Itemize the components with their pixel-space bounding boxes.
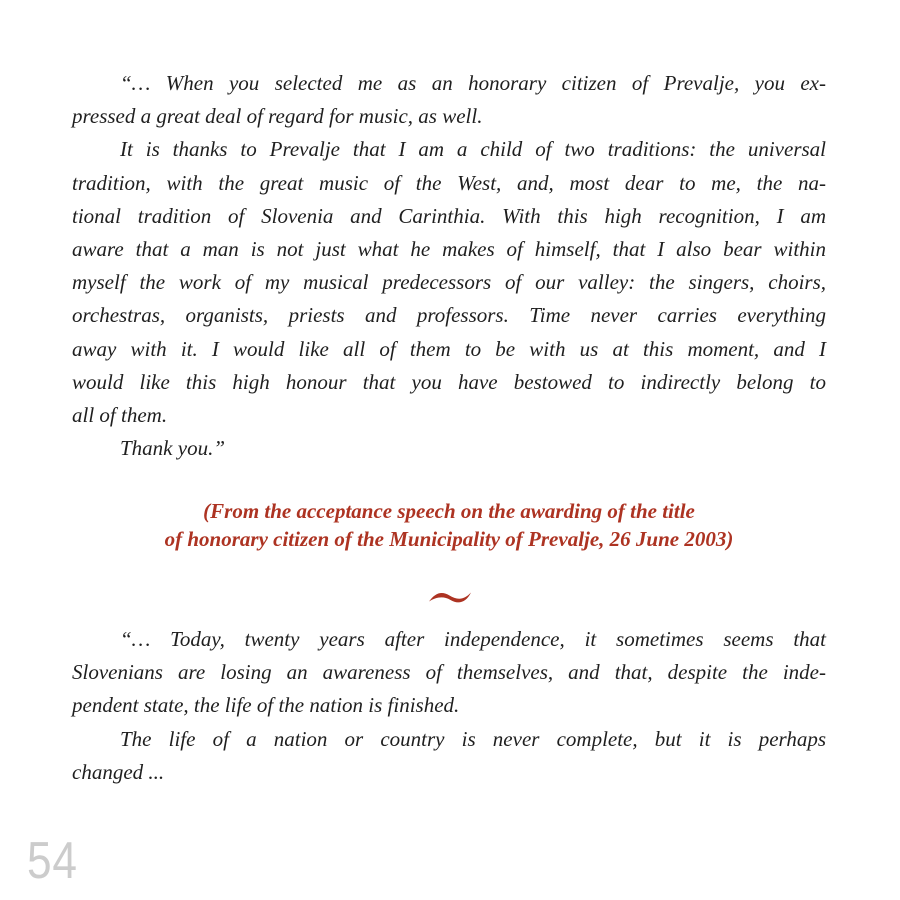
text-line: would like this high honour that you have bestowed to indirectly belong to xyxy=(72,369,826,394)
text-line: aware that a man is not just what he makes of himself, that I also bear within xyxy=(72,237,826,262)
text-line: myself the work of my musical predecessors of our valley: the singers, choirs, xyxy=(72,270,826,295)
text-line: pressed a great deal of regard for music, as well. xyxy=(72,104,483,129)
attribution-caption xyxy=(72,498,826,553)
text-line: changed ... xyxy=(72,759,165,784)
section-separator xyxy=(0,589,900,611)
attribution-line: (From the acceptance speech on the awarding of the title xyxy=(203,499,695,523)
text-line: “… Today, twenty years after independence, it sometimes seems that xyxy=(120,627,826,651)
text-line: Slovenians are losing an awareness of themselves, and that, despite the inde- xyxy=(72,660,826,685)
text-line: The life of a nation or country is never complete, but it is perhaps xyxy=(120,726,826,751)
text-line: “… When you selected me as an honorary citizen of Prevalje, you ex- xyxy=(120,71,826,95)
text-line: all of them. xyxy=(72,403,168,428)
text-line: pendent state, the life of the nation is finished. xyxy=(72,693,460,718)
text-line: tradition, with the great music of the West, and, most dear to me, the na- xyxy=(72,170,826,195)
text-line: orchestras, organists, priests and professors. Time never carries everything xyxy=(72,303,826,328)
page-number: 54 xyxy=(27,832,78,890)
attribution-line: of honorary citizen of the Municipality of Prevalje, 26 June 2003) xyxy=(164,526,734,551)
text-line: away with it. I would like all of them to be with us at this moment, and I xyxy=(72,336,826,361)
text-line: Thank you.” xyxy=(120,436,225,461)
tilde-swash-icon xyxy=(428,589,472,606)
text-line: It is thanks to Prevalje that I am a child of two traditions: the universal xyxy=(120,137,826,162)
quote-block-acceptance-speech xyxy=(72,67,826,465)
text-line: tional tradition of Slovenia and Carinthia. With this high recognition, I am xyxy=(72,203,826,228)
quote-block-independence xyxy=(72,623,826,789)
